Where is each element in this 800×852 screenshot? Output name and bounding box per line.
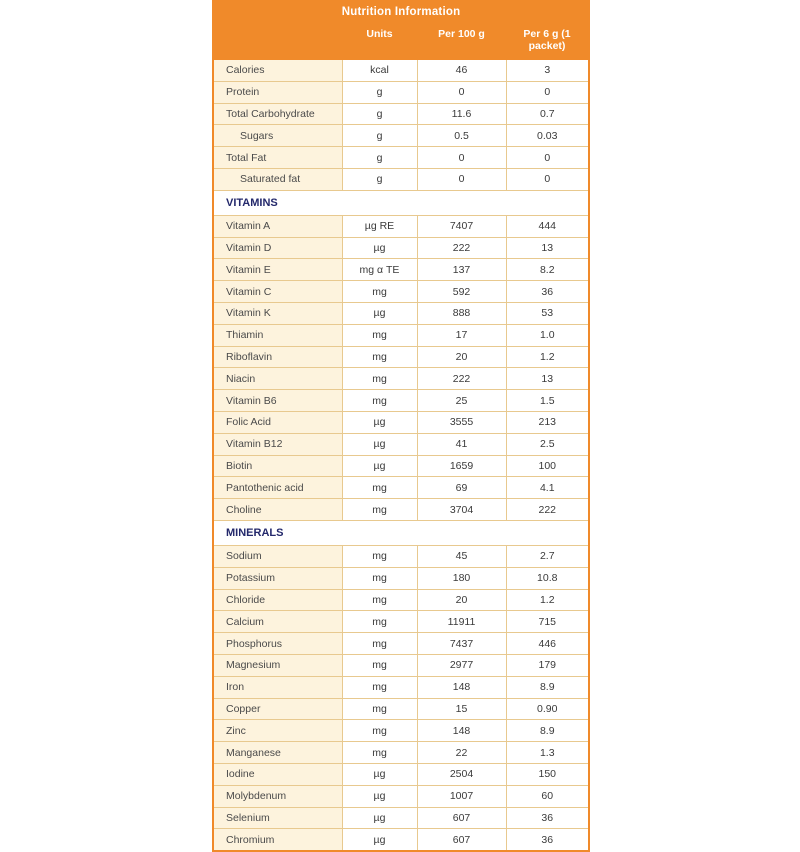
section-label: MINERALS [213,520,589,545]
table-row [213,168,589,190]
nutrient-units: mg α TE [342,259,417,281]
nutrient-per-100g: 7437 [417,633,506,655]
nutrient-units: g [342,81,417,103]
nutrient-per-100g: 1659 [417,455,506,477]
nutrient-per-packet: 53 [506,302,589,324]
table-row [213,81,589,103]
table-row [213,455,589,477]
nutrient-units: mg [342,589,417,611]
nutrient-units: µg [342,807,417,829]
nutrient-name: Vitamin E [213,259,342,281]
table-row [213,103,589,125]
nutrient-per-100g: 69 [417,477,506,499]
nutrient-name: Riboflavin [213,346,342,368]
nutrient-per-100g: 15 [417,698,506,720]
table-row [213,499,589,521]
nutrient-units: mg [342,654,417,676]
nutrient-units: mg [342,281,417,303]
nutrient-name: Choline [213,499,342,521]
nutrient-per-100g: 0 [417,147,506,169]
nutrient-per-packet: 150 [506,763,589,785]
nutrient-per-packet: 4.1 [506,477,589,499]
nutrient-per-packet: 213 [506,411,589,433]
nutrient-name: Pantothenic acid [213,477,342,499]
nutrient-per-100g: 148 [417,720,506,742]
nutrient-per-100g: 11.6 [417,103,506,125]
nutrient-per-packet: 8.2 [506,259,589,281]
table-row [213,545,589,567]
table-row [213,346,589,368]
nutrient-units: g [342,147,417,169]
nutrient-units: µg [342,411,417,433]
nutrient-units: µg [342,455,417,477]
nutrient-per-packet: 1.0 [506,324,589,346]
table-row [213,633,589,655]
nutrient-units: mg [342,742,417,764]
table-row [213,259,589,281]
nutrient-per-packet: 36 [506,829,589,851]
table-body [213,60,589,851]
nutrient-units: mg [342,368,417,390]
nutrient-per-packet: 1.2 [506,346,589,368]
table-row [213,807,589,829]
nutrient-per-packet: 0 [506,147,589,169]
nutrient-units: g [342,168,417,190]
nutrient-units: mg [342,346,417,368]
table-row [213,589,589,611]
table-row [213,147,589,169]
table-row [213,477,589,499]
nutrient-name: Calcium [213,611,342,633]
nutrient-name: Manganese [213,742,342,764]
nutrient-name: Total Fat [213,147,342,169]
nutrient-per-100g: 2977 [417,654,506,676]
nutrient-per-packet: 0.7 [506,103,589,125]
nutrient-per-100g: 888 [417,302,506,324]
table-row [213,368,589,390]
table-header [213,0,589,60]
table-row [213,125,589,147]
nutrient-per-packet: 10.8 [506,567,589,589]
table-title: Nutrition Information [213,0,589,24]
nutrient-units: mg [342,390,417,412]
nutrient-name: Thiamin [213,324,342,346]
nutrient-units: mg [342,567,417,589]
nutrient-units: mg [342,611,417,633]
nutrient-name: Molybdenum [213,785,342,807]
nutrient-name: Selenium [213,807,342,829]
nutrient-per-packet: 2.5 [506,433,589,455]
table-row [213,302,589,324]
nutrient-name: Zinc [213,720,342,742]
table-row [213,698,589,720]
nutrient-name: Vitamin C [213,281,342,303]
table-row [213,433,589,455]
table-row [213,829,589,851]
nutrient-units: mg [342,324,417,346]
table-row [213,60,589,81]
nutrition-information-table [212,0,590,852]
nutrient-units: mg [342,720,417,742]
nutrient-per-100g: 2504 [417,763,506,785]
nutrient-per-100g: 1007 [417,785,506,807]
nutrient-per-100g: 45 [417,545,506,567]
nutrient-name: Biotin [213,455,342,477]
column-header-per-100g: Per 100 g [417,24,506,60]
nutrient-units: mg [342,633,417,655]
table-row [213,763,589,785]
nutrient-per-100g: 137 [417,259,506,281]
nutrient-per-100g: 46 [417,60,506,81]
nutrient-name: Iron [213,676,342,698]
section-label: VITAMINS [213,190,589,215]
nutrient-per-100g: 7407 [417,215,506,237]
nutrient-name: Copper [213,698,342,720]
nutrient-name: Vitamin D [213,237,342,259]
nutrient-name: Folic Acid [213,411,342,433]
table-section-row [213,190,589,215]
nutrient-per-packet: 0.03 [506,125,589,147]
nutrient-name: Chloride [213,589,342,611]
nutrient-name: Vitamin B6 [213,390,342,412]
nutrient-name: Protein [213,81,342,103]
nutrient-per-100g: 0 [417,81,506,103]
table-row [213,611,589,633]
table-row [213,785,589,807]
nutrient-per-100g: 0.5 [417,125,506,147]
nutrient-name: Potassium [213,567,342,589]
column-header-nutrient [213,24,342,60]
nutrient-per-packet: 1.5 [506,390,589,412]
nutrient-name: Iodine [213,763,342,785]
table-row [213,720,589,742]
column-header-row [213,24,589,60]
nutrient-per-packet: 444 [506,215,589,237]
nutrient-name: Calories [213,60,342,81]
nutrient-per-packet: 179 [506,654,589,676]
table-row [213,654,589,676]
nutrient-name: Saturated fat [213,168,342,190]
nutrient-per-100g: 3704 [417,499,506,521]
nutrient-per-packet: 0 [506,81,589,103]
nutrient-per-packet: 36 [506,281,589,303]
nutrient-per-100g: 607 [417,829,506,851]
table-row [213,567,589,589]
table-row [213,411,589,433]
nutrient-per-100g: 148 [417,676,506,698]
nutrient-per-packet: 8.9 [506,720,589,742]
nutrient-per-packet: 0.90 [506,698,589,720]
nutrient-per-100g: 20 [417,589,506,611]
nutrient-name: Vitamin A [213,215,342,237]
nutrient-per-packet: 2.7 [506,545,589,567]
nutrient-units: kcal [342,60,417,81]
nutrient-name: Phosphorus [213,633,342,655]
nutrient-name: Chromium [213,829,342,851]
nutrient-units: µg [342,302,417,324]
nutrient-per-100g: 20 [417,346,506,368]
nutrient-per-packet: 100 [506,455,589,477]
table-section-row [213,520,589,545]
nutrient-per-100g: 607 [417,807,506,829]
nutrient-name: Sugars [213,125,342,147]
nutrient-per-packet: 715 [506,611,589,633]
nutrient-units: g [342,125,417,147]
nutrient-units: µg [342,763,417,785]
nutrient-per-packet: 1.3 [506,742,589,764]
nutrient-per-100g: 41 [417,433,506,455]
nutrient-units: µg [342,433,417,455]
column-header-per-packet: Per 6 g (1 packet) [506,24,589,60]
nutrient-name: Total Carbohydrate [213,103,342,125]
nutrient-per-packet: 446 [506,633,589,655]
table-row [213,390,589,412]
nutrient-per-packet: 222 [506,499,589,521]
table-row [213,676,589,698]
nutrient-units: mg [342,676,417,698]
nutrient-per-packet: 13 [506,368,589,390]
nutrient-name: Vitamin K [213,302,342,324]
nutrient-per-100g: 11911 [417,611,506,633]
nutrient-units: µg [342,785,417,807]
nutrient-units: mg [342,477,417,499]
nutrient-per-packet: 60 [506,785,589,807]
column-header-units: Units [342,24,417,60]
nutrient-units: µg [342,829,417,851]
nutrient-per-100g: 180 [417,567,506,589]
nutrient-per-packet: 8.9 [506,676,589,698]
table-row [213,215,589,237]
nutrient-name: Sodium [213,545,342,567]
nutrient-units: mg [342,499,417,521]
table-row [213,237,589,259]
table-row [213,324,589,346]
nutrient-name: Niacin [213,368,342,390]
nutrient-per-packet: 36 [506,807,589,829]
nutrient-name: Magnesium [213,654,342,676]
nutrient-per-100g: 17 [417,324,506,346]
nutrient-per-100g: 22 [417,742,506,764]
nutrient-units: µg [342,237,417,259]
nutrient-name: Vitamin B12 [213,433,342,455]
table-row [213,281,589,303]
nutrient-per-packet: 13 [506,237,589,259]
nutrient-per-100g: 25 [417,390,506,412]
nutrient-per-packet: 3 [506,60,589,81]
nutrient-per-packet: 0 [506,168,589,190]
nutrient-per-packet: 1.2 [506,589,589,611]
nutrient-per-100g: 0 [417,168,506,190]
nutrient-units: mg [342,698,417,720]
nutrient-per-100g: 222 [417,368,506,390]
table-row [213,742,589,764]
nutrient-units: mg [342,545,417,567]
nutrient-units: µg RE [342,215,417,237]
nutrient-per-100g: 222 [417,237,506,259]
nutrient-per-100g: 3555 [417,411,506,433]
table-title-row [213,0,589,24]
nutrient-per-100g: 592 [417,281,506,303]
nutrient-units: g [342,103,417,125]
